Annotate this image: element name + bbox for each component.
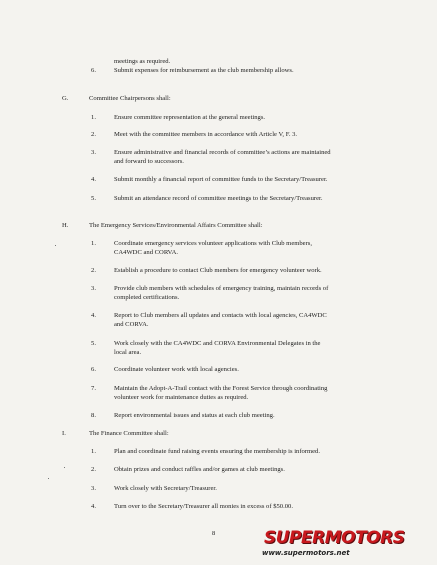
h-item-text: Work closely with the CA4WDC and CORVA Environmental Delegates in the — [114, 340, 321, 347]
i-item-text: Work closely with Secretary/Treasurer. — [114, 485, 217, 492]
item-number: 6. — [91, 67, 96, 74]
h-item-number: 6. — [91, 366, 96, 373]
section-heading-g: Committee Chairpersons shall: — [89, 95, 171, 102]
section-heading-h: The Emergency Services/Environmental Affairs Committee shall: — [89, 222, 263, 229]
g-item-text: Ensure administrative and financial records of committee’s actions are maintained — [114, 149, 331, 156]
watermark-logo: SUPERMOTORS — [264, 528, 405, 548]
item-text: Submit expenses for reimbursement as the club membership allows. — [114, 67, 294, 74]
h-item-text: Report environmental issues and status at each club meeting. — [114, 412, 275, 419]
h-item-number: 8. — [91, 412, 96, 419]
scan-speck — [55, 245, 56, 246]
i-item-number: 1. — [91, 448, 96, 455]
scan-speck — [64, 467, 65, 468]
h-item-number: 5. — [91, 340, 96, 347]
h-item-number: 1. — [91, 240, 96, 247]
h-item-text: local area. — [114, 349, 142, 356]
h-item-text: Coordinate emergency services volunteer applications with Club members, — [114, 240, 313, 247]
i-item-number: 4. — [91, 503, 96, 510]
h-item-text: CA4WDC and CORVA. — [114, 249, 179, 256]
h-item-text: Establish a procedure to contact Club members for emergency volunteer work. — [114, 267, 322, 274]
i-item-text: Plan and coordinate fund raising events ensuring the membership is informed. — [114, 448, 321, 455]
g-item-text: Submit monthly a financial report of committee funds to the Secretary/Treasurer. — [114, 176, 328, 183]
h-item-text: Provide club members with schedules of emergency training, maintain records of — [114, 285, 329, 292]
continued-text: meetings as required. — [114, 58, 171, 65]
section-letter-h: H. — [62, 222, 69, 229]
h-item-number: 7. — [91, 385, 96, 392]
page-number: 8 — [212, 530, 216, 537]
section-heading-i: The Finance Committee shall: — [89, 430, 169, 437]
i-item-number: 2. — [91, 466, 96, 473]
h-item-number: 3. — [91, 285, 96, 292]
h-item-text: volunteer work for maintenance duties as required. — [114, 394, 249, 401]
g-item-text: Ensure committee representation at the general meetings. — [114, 114, 266, 121]
g-item-text: Submit an attendance record of committee meetings to the Secretary/Treasurer. — [114, 195, 323, 202]
g-item-text: and forward to successors. — [114, 158, 184, 165]
i-item-text: Turn over to the Secretary/Treasurer all monies in excess of $50.00. — [114, 503, 293, 510]
scan-speck — [48, 478, 49, 479]
h-item-text: Coordinate volunteer work with local agencies. — [114, 366, 239, 373]
h-item-text: completed certifications. — [114, 294, 180, 301]
section-letter-g: G. — [62, 95, 69, 102]
h-item-text: Maintain the Adopt-A-Trail contact with the Forest Service through coordinating — [114, 385, 328, 392]
i-item-text: Obtain prizes and conduct raffles and/or games at club meetings. — [114, 466, 285, 473]
h-item-number: 4. — [91, 312, 96, 319]
i-item-number: 3. — [91, 485, 96, 492]
section-letter-i: I. — [62, 430, 66, 437]
h-item-text: and CORVA. — [114, 321, 149, 328]
g-item-text: Meet with the committee members in accordance with Article V, F. 3. — [114, 131, 298, 138]
g-item-number: 3. — [91, 149, 96, 156]
g-item-number: 5. — [91, 195, 96, 202]
h-item-number: 2. — [91, 267, 96, 274]
supermotors-watermark — [258, 528, 416, 560]
g-item-number: 4. — [91, 176, 96, 183]
g-item-number: 2. — [91, 131, 96, 138]
h-item-text: Report to Club members all updates and contacts with local agencies, CA4WDC — [114, 312, 327, 319]
g-item-number: 1. — [91, 114, 96, 121]
watermark-url: www.supermotors.net — [262, 549, 350, 557]
